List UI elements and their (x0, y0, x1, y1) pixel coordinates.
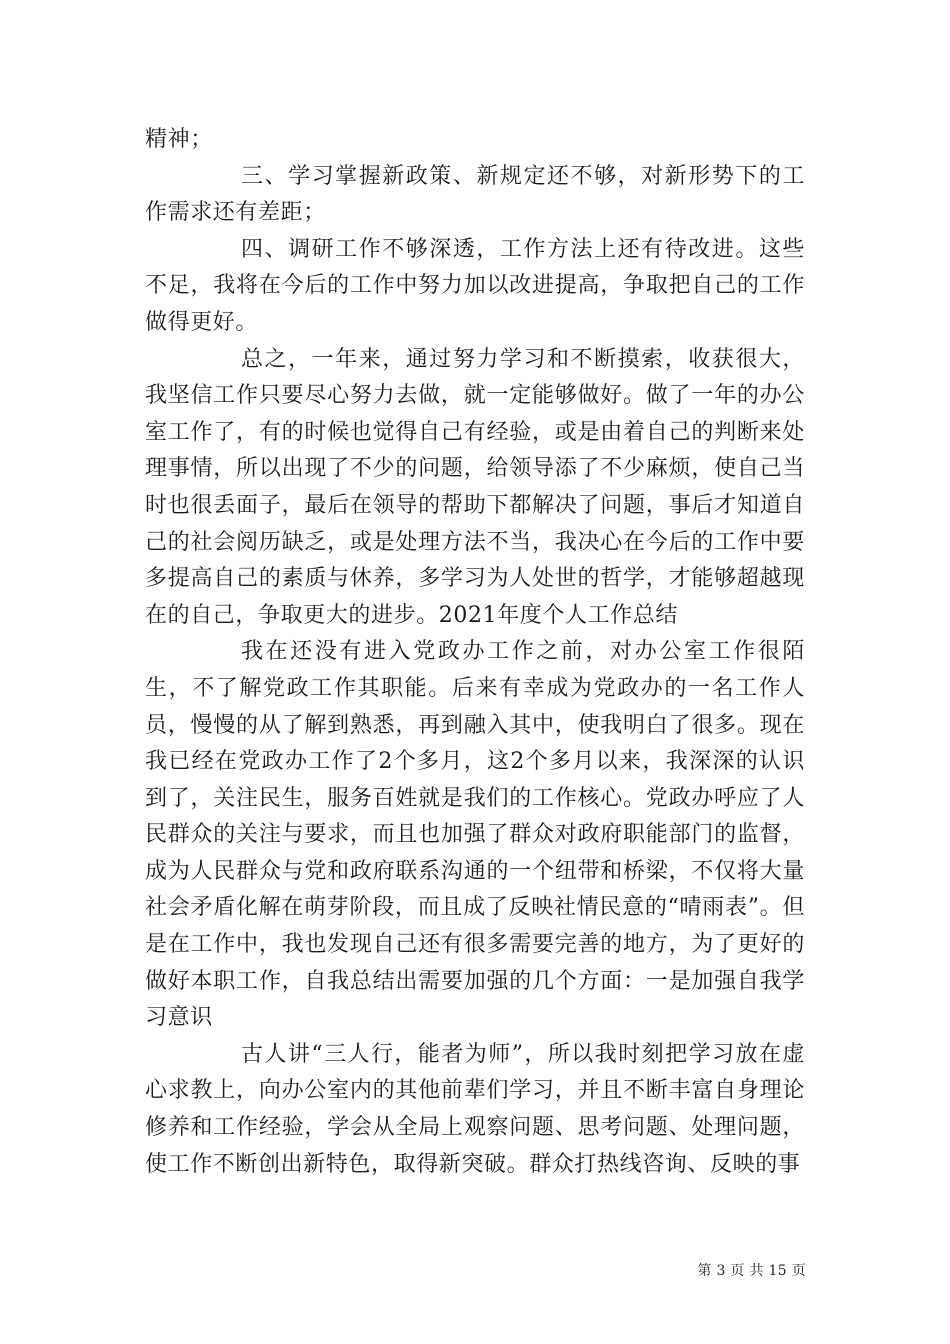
paragraph-6: 古人讲“三人行，能者为师”，所以我时刻把学习放在虚心求教上，向办公室内的其他前辈们学习，并且不断丰富自身理论修养和工作经验，学会从全局上观察问题、思考问题、处理问题，使工作不断创出新特色，取得新突破。群众打热线咨询、反映的事 (145, 1041, 805, 1177)
paragraph-5: 我在还没有进入党政办工作之前，对办公室工作很陌生，不了解党政工作其职能。后来有幸成为党政办的一名工作人员，慢慢的从了解到熟悉，再到融入其中，使我明白了很多。现在我已经在党政办工作了2个多月，这2个多月以来，我深深的认识到了，关注民生，服务百姓就是我们的工作核心。党政办呼应了人民群众的关注与要求，而且也加强了群众对政府职能部门的监督，成为人民群众与党和政府联系沟通的一个纽带和桥梁，不仅将大量社会矛盾化解在萌芽阶段，而且成了反映社情民意的“晴雨表”。但是在工作中，我也发现自己还有很多需要完善的地方，为了更好的做好本职工作，自我总结出需要加强的几个方面：一是加强自我学习意识 (145, 639, 805, 1031)
page-number-footer: 第 3 页 共 15 页 (697, 1263, 806, 1279)
paragraph-1: 精神； (145, 127, 213, 152)
paragraph-4: 总之，一年来，通过努力学习和不断摸索，收获很大，我坚信工作只要尽心努力去做，就一定能够做好。做了一年的办公室工作了，有的时候也觉得自己有经验，或是由着自己的判断来处理事情，所以出现了不少的问题，给领导添了不少麻烦，使自己当时也很丢面子，最后在领导的帮助下都解决了问题，事后才知道自己的社会阅历缺乏，或是处理方法不当，我决心在今后的工作中要多提高自己的素质与休养，多学习为人处世的哲学，才能够超越现在的自己，争取更大的进步。2021年度个人工作总结 (145, 346, 805, 628)
paragraph-3: 四、调研工作不够深透，工作方法上还有待改进。这些不足，我将在今后的工作中努力加以改进提高，争取把自己的工作做得更好。 (145, 236, 805, 335)
document-body (145, 122, 805, 1183)
paragraph-2: 三、学习掌握新政策、新规定还不够，对新形势下的工作需求还有差距； (145, 163, 805, 226)
